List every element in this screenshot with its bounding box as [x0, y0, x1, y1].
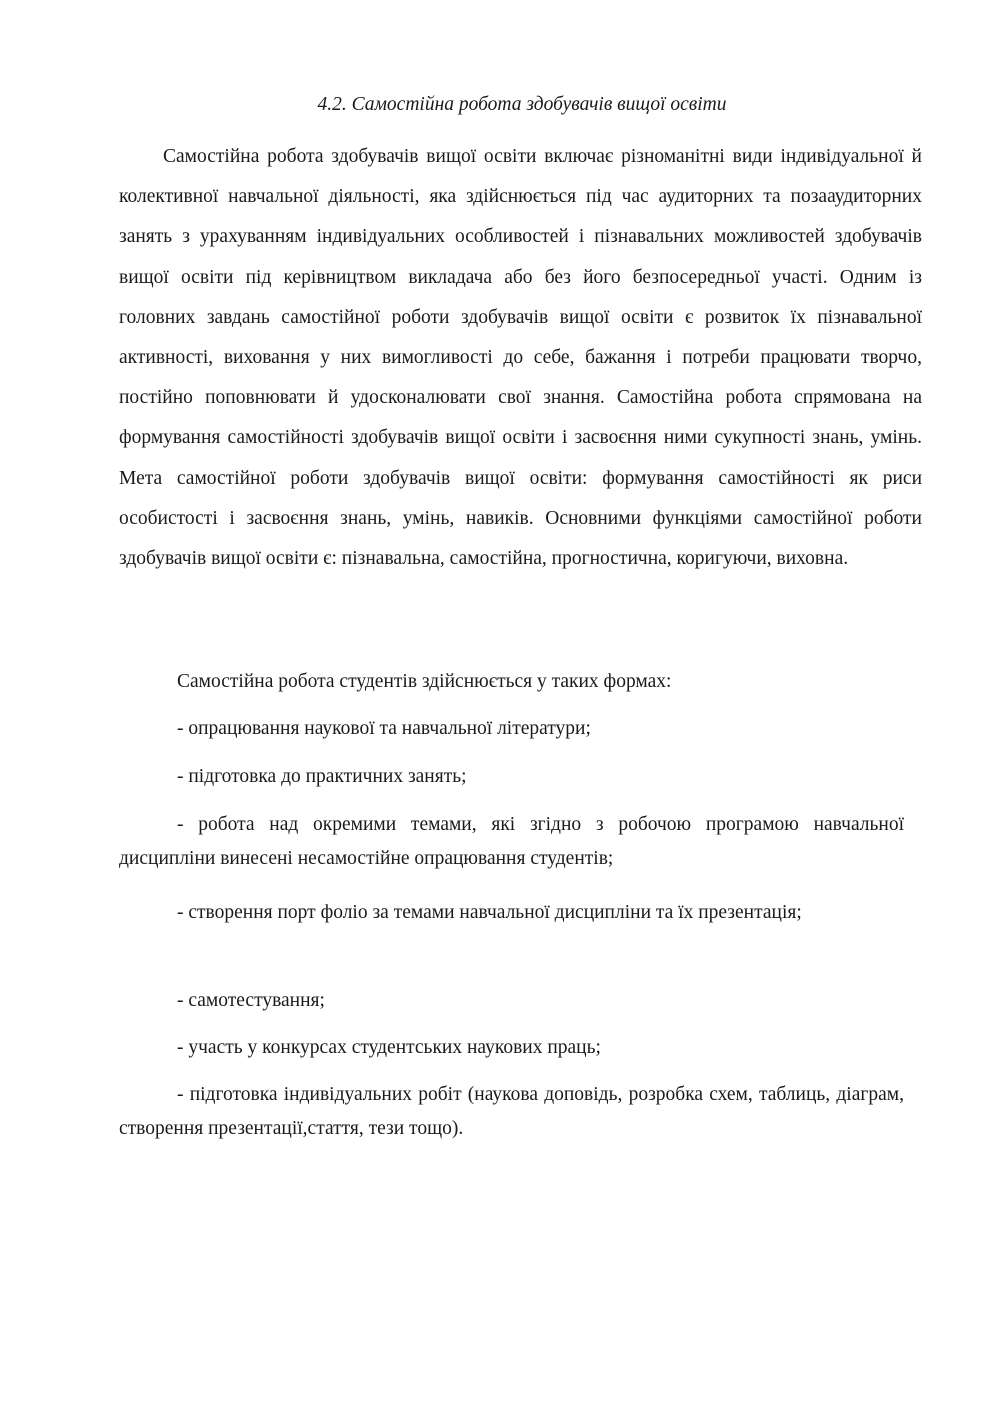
forms-list-item: - підготовка індивідуальних робіт (наукова доповідь, розробка схем, таблиць, діаграм, створення презентації,стаття, тези тощо). — [119, 1084, 904, 1139]
section-heading: 4.2. Самостійна робота здобувачів вищої освіти — [317, 94, 727, 115]
forms-list-item: - створення порт фоліо за темами навчальної дисципліни та їх презентація; — [177, 902, 802, 923]
forms-list-item: - робота над окремими темами, які згідно з робочою програмою навчальної дисципліни винесені несамостійне опрацювання студентів; — [119, 814, 904, 869]
main-paragraph: Самостійна робота здобувачів вищої освіти включає різноманітні види індивідуальної й колективної навчальної діяльності, яка здійснюється під час аудиторних та позааудиторних занять з урахуванням індивідуальних особливостей і пізнавальних можливостей здобувачів вищої освіти під керівництвом викладача або без його безпосередньої участі. Одним із головних завдань самостійної роботи здобувачів вищої освіти є розвиток їх пізнавальної активності, виховання у них вимогливості до себе, бажання і потреби працювати творчо, постійно поповнювати й удосконалювати свої знання. Самостійна робота спрямована на формування самостійності здобувачів вищої освіти і засвоєння ними сукупності знань, умінь. Мета самостійної роботи здобувачів вищої освіти: формування самостійності як риси особистості і засвоєння знань, умінь, навиків. Основними функціями самостійної роботи здобувачів вищої освіти є: пізнавальна, самостійна, прогностична, коригуючи, виховна. — [119, 146, 922, 570]
forms-list-item: - участь у конкурсах студентських наукових праць; — [177, 1037, 601, 1058]
forms-intro-paragraph: Самостійна робота студентів здійснюється у таких формах: — [177, 671, 672, 692]
forms-list-item: - опрацювання наукової та навчальної літератури; — [177, 718, 591, 739]
forms-list-item: - підготовка до практичних занять; — [177, 766, 467, 787]
forms-list-item: - самотестування; — [177, 990, 325, 1011]
